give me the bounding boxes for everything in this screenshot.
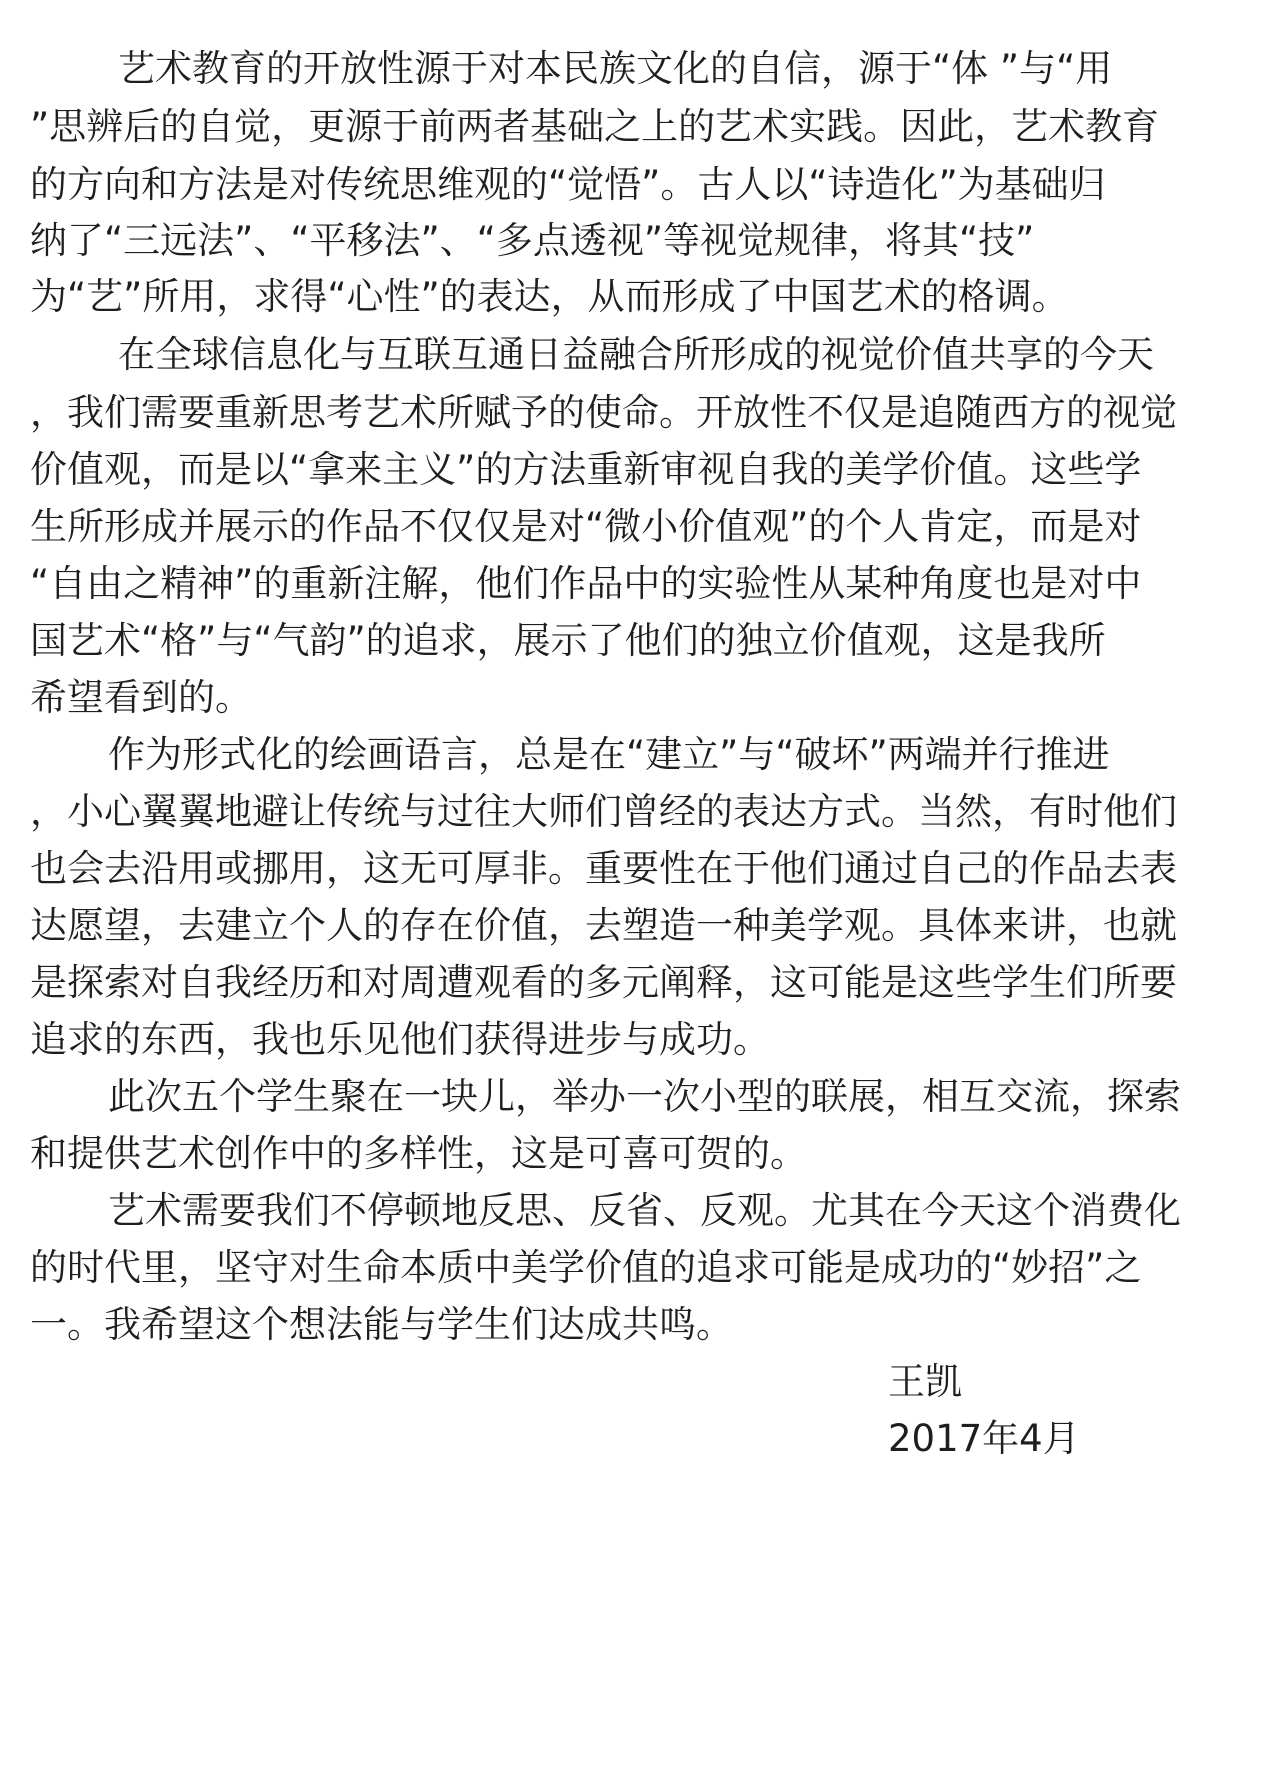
text-line: 追求的东西，我也乐见他们获得进步与成功。 — [30, 1018, 770, 1061]
text-line: “自由之精神”的重新注解，他们作品中的实验性从某种角度也是对中 — [30, 562, 1142, 605]
text-line: 一。我希望这个想法能与学生们达成共鸣。 — [30, 1303, 733, 1346]
text-line: 也会去沿用或挪用，这无可厚非。重要性在于他们通过自己的作品去表 — [30, 847, 1177, 890]
text-line: 和提供艺术创作中的多样性，这是可喜可贺的。 — [30, 1132, 807, 1175]
text-line: 为“艺”所用，求得“心性”的表达，从而形成了中国艺术的格调。 — [30, 275, 1069, 318]
text-line: 纳了“三远法”、“平移法”、“多点透视”等视觉规律，将其“技” — [30, 219, 1035, 262]
text-line: 的方向和方法是对传统思维观的“觉悟”。古人以“诗造化”为基础归 — [30, 163, 1106, 206]
text-line: 艺术需要我们不停顿地反思、反省、反观。尤其在今天这个消费化 — [108, 1189, 1181, 1232]
text-line: 艺术教育的开放性源于对本民族文化的自信，源于“体 ”与“用 — [118, 47, 1113, 90]
text-line: 国艺术“格”与“气韵”的追求，展示了他们的独立价值观，这是我所 — [30, 619, 1106, 662]
text-line: 此次五个学生聚在一块儿，举办一次小型的联展，相互交流，探索 — [108, 1075, 1181, 1118]
signature-author: 王凯 — [888, 1360, 962, 1403]
signature-date: 2017年4月 — [888, 1417, 1080, 1460]
text-line: 作为形式化的绘画语言，总是在“建立”与“破坏”两端并行推进 — [108, 733, 1110, 776]
text-line: 价值观，而是以“拿来主义”的方法重新审视自我的美学价值。这些学 — [30, 448, 1142, 491]
text-line: 的时代里，坚守对生命本质中美学价值的追求可能是成功的“妙招”之 — [30, 1246, 1142, 1289]
text-line: 在全球信息化与互联互通日益融合所形成的视觉价值共享的今天 — [118, 333, 1154, 376]
text-line: ”思辨后的自觉，更源于前两者基础之上的艺术实践。因此，艺术教育 — [30, 105, 1160, 148]
text-line: 达愿望，去建立个人的存在价值，去塑造一种美学观。具体来讲，也就 — [30, 904, 1177, 947]
text-line: ，小心翼翼地避让传统与过往大师们曾经的表达方式。当然，有时他们 — [30, 790, 1177, 833]
text-line: 生所形成并展示的作品不仅仅是对“微小价值观”的个人肯定，而是对 — [30, 505, 1142, 548]
text-line: 希望看到的。 — [30, 676, 252, 719]
text-line: 是探索对自我经历和对周遭观看的多元阐释，这可能是这些学生们所要 — [30, 961, 1177, 1004]
text-line: ，我们需要重新思考艺术所赋予的使命。开放性不仅是追随西方的视觉 — [30, 391, 1177, 434]
